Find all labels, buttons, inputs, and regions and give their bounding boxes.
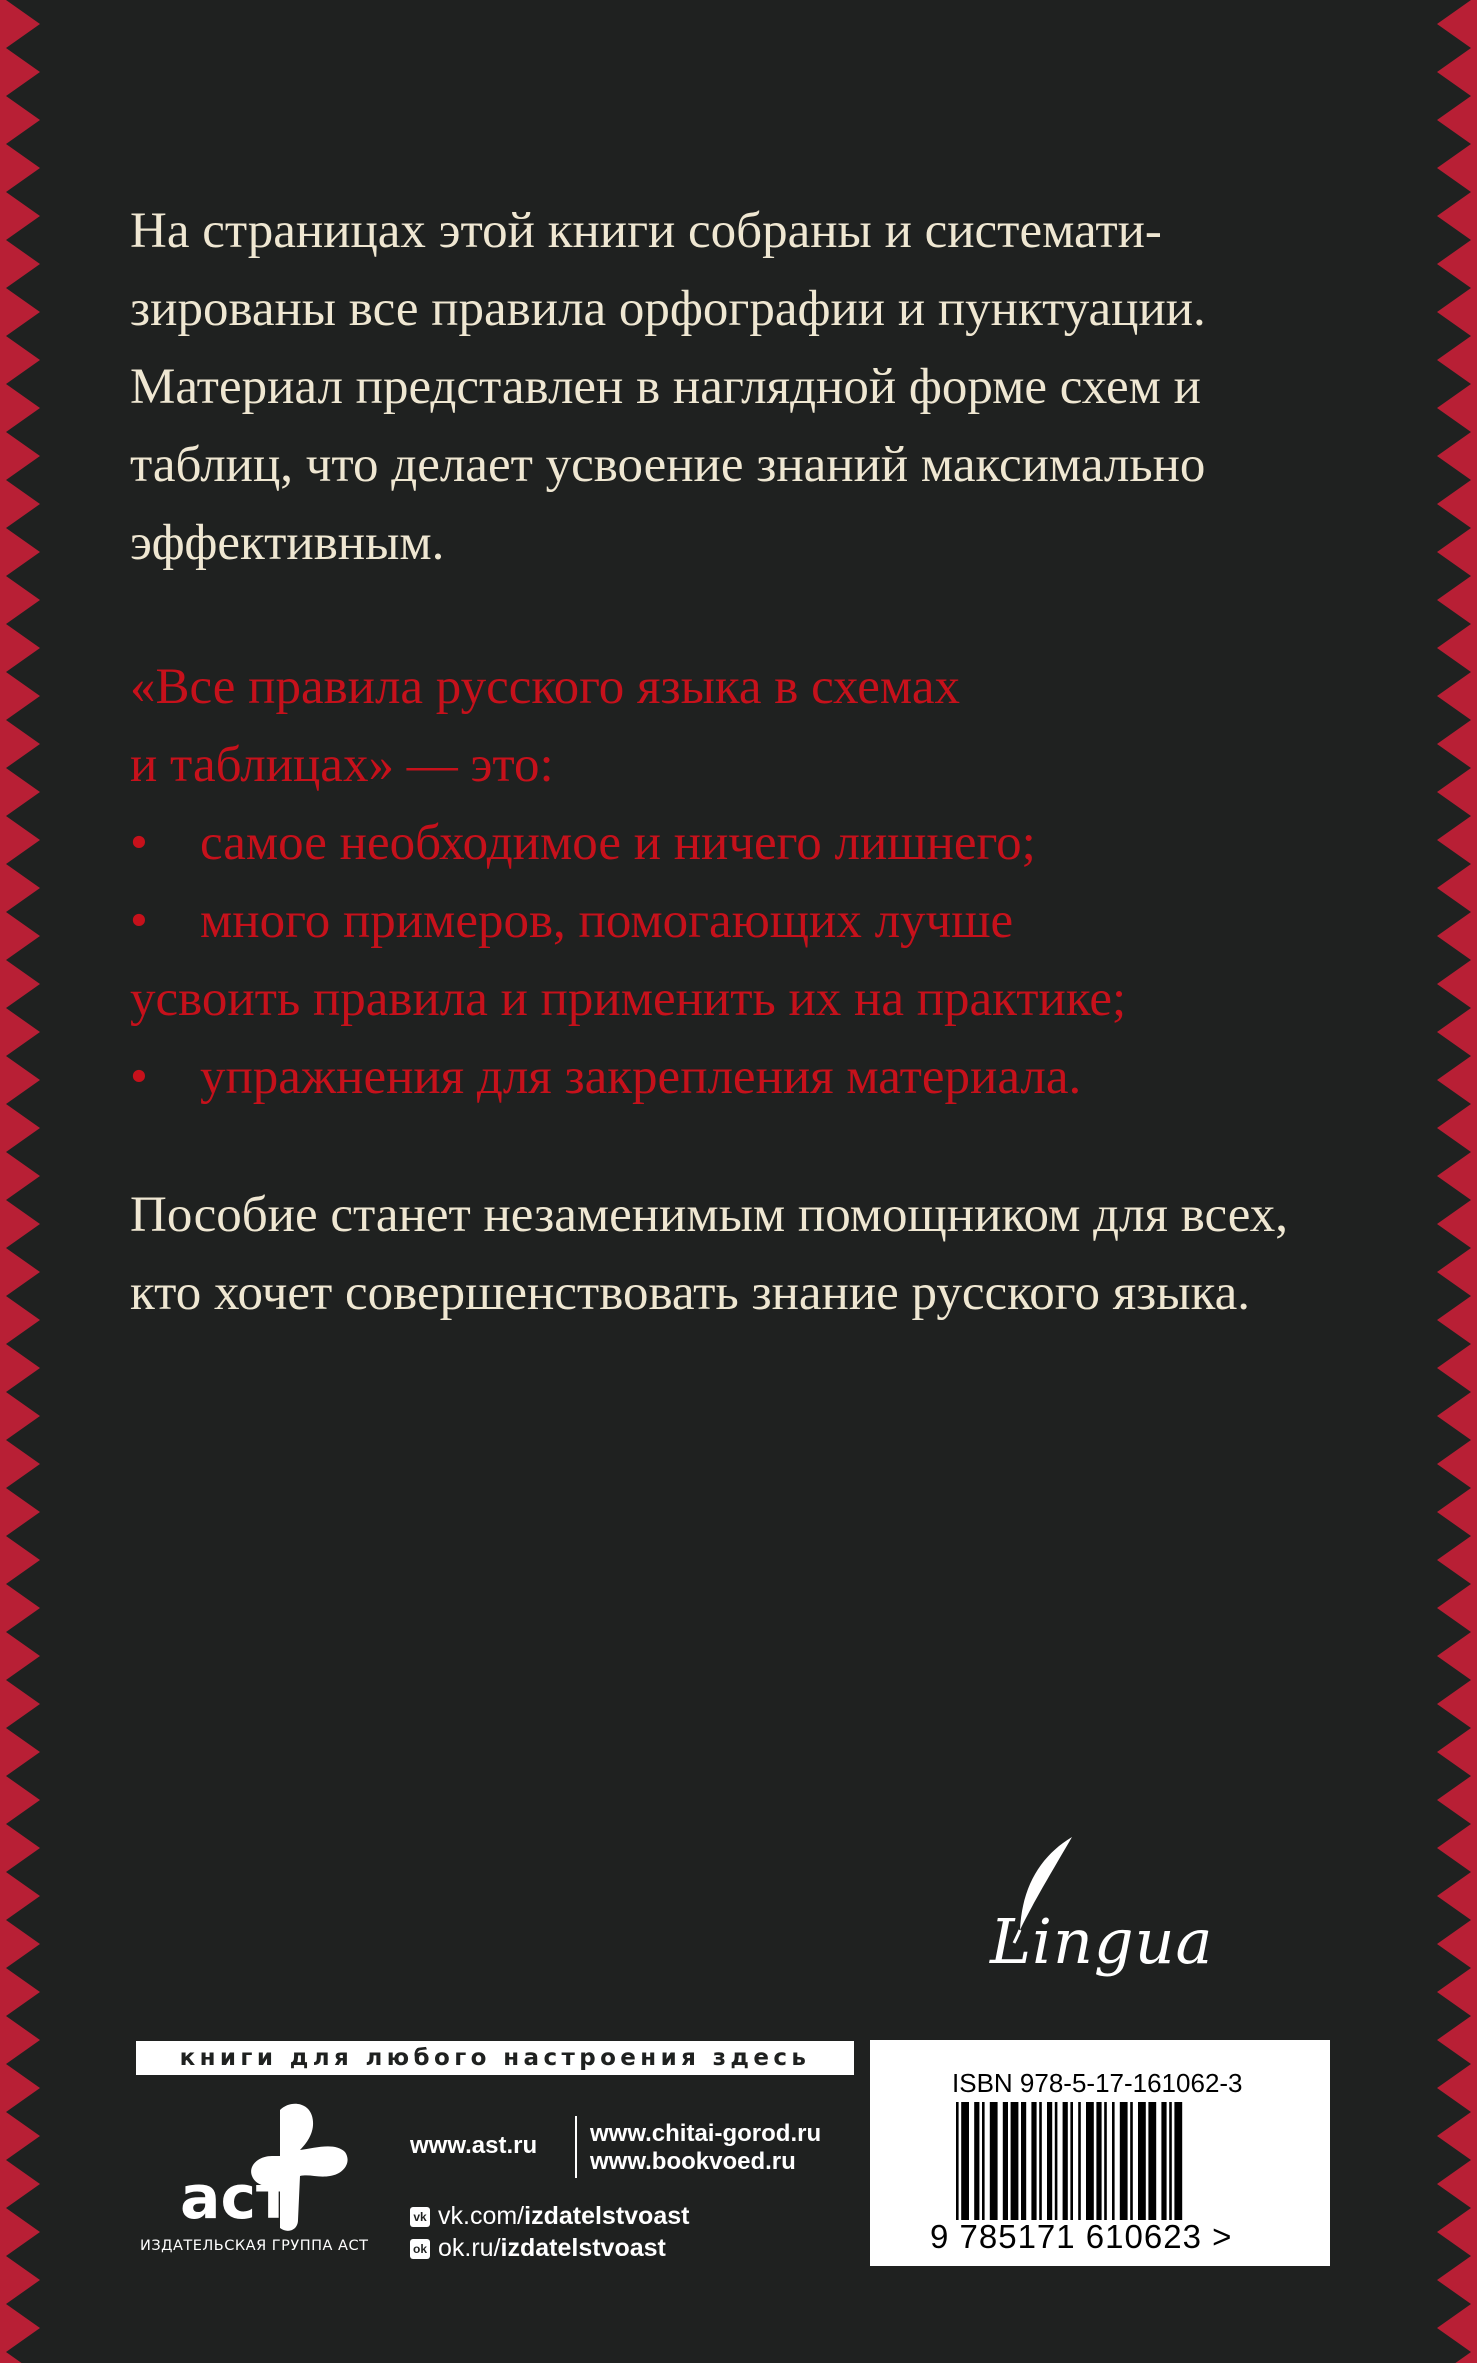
barcode-bar <box>1120 2102 1128 2220</box>
bullet-text: самое необходимое и ничего лишнего; <box>200 815 1036 871</box>
vk-link[interactable] <box>410 2202 689 2231</box>
ok-link[interactable] <box>410 2234 666 2263</box>
intro-line: зированы все правила орфографии и пунктуации. <box>130 281 1206 337</box>
links-divider <box>575 2116 577 2178</box>
bullet-text: много примеров, помогающих лучше <box>200 893 1014 949</box>
barcode-bar <box>1161 2102 1166 2220</box>
outro-line: Пособие станет незаменимым помощником для всех, <box>130 1187 1288 1243</box>
bullet-item <box>130 804 1380 882</box>
ok-handle: izdatelstvoast <box>500 2234 666 2262</box>
lingua-wordmark: Lingua <box>990 1905 1214 1978</box>
outro-paragraph <box>130 1176 1380 1332</box>
barcode-bar <box>1011 2102 1019 2220</box>
isbn-label: ISBN 978-5-17-161062-3 <box>952 2068 1243 2098</box>
barcode-bar <box>1055 2102 1058 2220</box>
barcode-bar <box>1130 2102 1133 2220</box>
vk-prefix: vk.com/ <box>438 2202 525 2230</box>
link-ast[interactable]: www.ast.ru <box>410 2132 538 2159</box>
bullet-item <box>130 1038 1380 1116</box>
barcode <box>952 2102 1262 2220</box>
tagline-banner: книги для любого настроения здесь <box>136 2041 854 2075</box>
barcode-bar <box>1148 2102 1156 2220</box>
bullet-symbol: • <box>130 1049 148 1105</box>
bullet-item <box>130 882 1380 960</box>
barcode-bar <box>1112 2102 1115 2220</box>
bullet-continuation: усвоить правила и применить их на практике; <box>130 971 1127 1027</box>
link-chitai-gorod[interactable]: www.chitai-gorod.ru <box>590 2120 822 2147</box>
highlight-paragraph <box>130 648 1380 1116</box>
intro-paragraph <box>130 192 1380 582</box>
barcode-bar <box>1047 2102 1052 2220</box>
barcode-bar <box>1021 2102 1026 2220</box>
barcode-bar <box>961 2102 969 2220</box>
barcode-bar <box>1169 2102 1172 2220</box>
link-bookvoed[interactable]: www.bookvoed.ru <box>590 2148 796 2175</box>
outro-line: кто хочет совершенствовать знание русского языка. <box>130 1265 1250 1321</box>
barcode-bar <box>1063 2102 1068 2220</box>
barcode-bar <box>974 2102 979 2220</box>
lingua-logo <box>990 1835 1230 2005</box>
highlight-line: и таблицах» — это: <box>130 737 554 793</box>
ast-logo-text: аст <box>180 2163 291 2233</box>
intro-line: На страницах этой книги собраны и системати- <box>130 203 1162 259</box>
bullet-text: упражнения для закрепления материала. <box>200 1049 1082 1105</box>
ok-icon: ok <box>410 2239 430 2259</box>
vk-handle: izdatelstvoast <box>524 2202 690 2230</box>
intro-line: Материал представлен в наглядной форме схем и <box>130 359 1201 415</box>
ok-prefix: ok.ru/ <box>438 2234 501 2262</box>
barcode-bar <box>1138 2102 1146 2220</box>
highlight-line: «Все правила русского языка в схемах <box>130 659 960 715</box>
barcode-bar <box>1078 2102 1081 2220</box>
bullet-symbol: • <box>130 893 148 949</box>
intro-line: таблиц, что делает усвоение знаний максимально <box>130 437 1206 493</box>
barcode-bar <box>956 2102 959 2220</box>
barcode-bar <box>1003 2102 1008 2220</box>
barcode-bar <box>1104 2102 1107 2220</box>
barcode-digits: 9 785171 610623 > <box>930 2218 1233 2255</box>
publisher-subtitle: ИЗДАТЕЛЬСКАЯ ГРУППА АСТ <box>140 2238 369 2254</box>
barcode-bar <box>990 2102 998 2220</box>
barcode-bar <box>1031 2102 1036 2220</box>
barcode-bar <box>1070 2102 1073 2220</box>
intro-line: эффективным. <box>130 515 445 571</box>
shop-links <box>590 2120 821 2176</box>
vk-icon: vk <box>410 2207 430 2227</box>
barcode-bar <box>1174 2102 1182 2220</box>
barcode-bar <box>1096 2102 1101 2220</box>
bullet-symbol: • <box>130 815 148 871</box>
barcode-bar <box>1086 2102 1094 2220</box>
barcode-bar <box>1039 2102 1042 2220</box>
barcode-bar <box>982 2102 985 2220</box>
ast-logo <box>140 2090 390 2285</box>
isbn-box <box>870 2040 1330 2266</box>
